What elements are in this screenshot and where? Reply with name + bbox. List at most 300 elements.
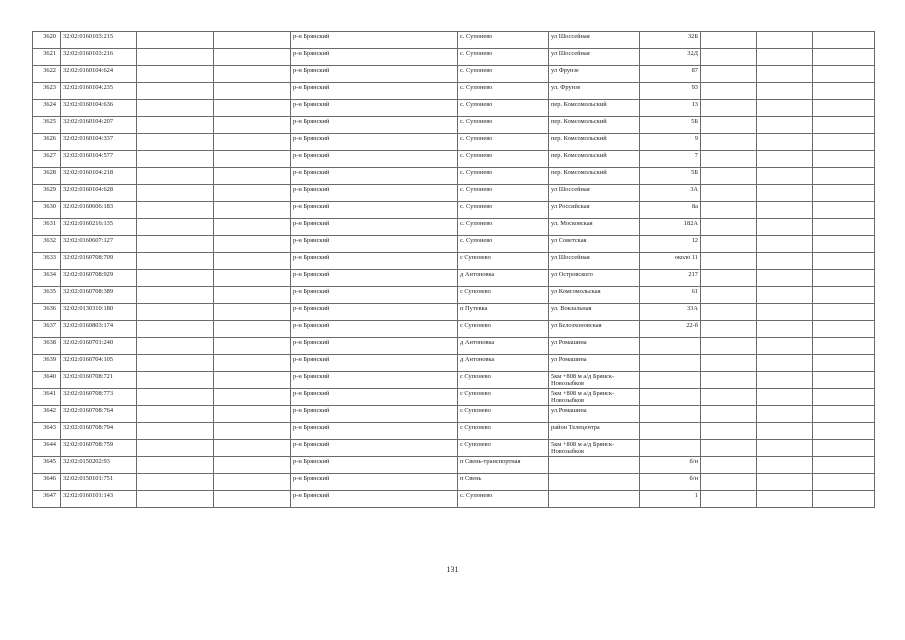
empty-cell (701, 219, 757, 236)
row-number: 3646 (33, 474, 61, 491)
row-number: 3643 (33, 423, 61, 440)
row-number: 3630 (33, 202, 61, 219)
empty-cell (813, 389, 875, 406)
street: ул Фрунзе (549, 66, 640, 83)
empty-cell (214, 32, 291, 49)
empty-cell (813, 134, 875, 151)
cadastral-number: 32:02:0160708:764 (61, 406, 137, 423)
row-number: 3644 (33, 440, 61, 457)
house-number: 8а (640, 202, 701, 219)
house-number: 12 (640, 236, 701, 253)
locality: с. Супонево (458, 219, 549, 236)
table-row (33, 474, 875, 491)
cadastral-number: 32:02:0160104:628 (61, 185, 137, 202)
empty-cell (701, 457, 757, 474)
locality: с Супонево (458, 321, 549, 338)
empty-cell (137, 168, 214, 185)
empty-cell (701, 338, 757, 355)
street: пер. Комсомольский (549, 151, 640, 168)
table-row (33, 117, 875, 134)
district: р-н Брянский (291, 151, 458, 168)
table-row (33, 355, 875, 372)
empty-cell (214, 151, 291, 168)
empty-cell (214, 185, 291, 202)
house-number (640, 423, 701, 440)
empty-cell (701, 66, 757, 83)
street: район Телецентра (549, 423, 640, 440)
empty-cell (701, 49, 757, 66)
row-number: 3624 (33, 100, 61, 117)
empty-cell (137, 32, 214, 49)
cadastral-number: 32:02:0130310:180 (61, 304, 137, 321)
table-row (33, 253, 875, 270)
empty-cell (757, 83, 813, 100)
registry-body (33, 32, 875, 508)
empty-cell (813, 406, 875, 423)
district: р-н Брянский (291, 423, 458, 440)
locality: с Супонево (458, 389, 549, 406)
empty-cell (813, 491, 875, 508)
district: р-н Брянский (291, 117, 458, 134)
district: р-н Брянский (291, 355, 458, 372)
house-number (640, 355, 701, 372)
table-row (33, 406, 875, 423)
street: ул. Московская (549, 219, 640, 236)
table-row (33, 66, 875, 83)
empty-cell (701, 32, 757, 49)
cadastral-number: 32:02:0160708:709 (61, 253, 137, 270)
row-number: 3634 (33, 270, 61, 287)
empty-cell (214, 83, 291, 100)
empty-cell (813, 474, 875, 491)
empty-cell (214, 491, 291, 508)
row-number: 3629 (33, 185, 61, 202)
row-number: 3622 (33, 66, 61, 83)
empty-cell (757, 32, 813, 49)
locality: с. Супонево (458, 185, 549, 202)
empty-cell (813, 304, 875, 321)
empty-cell (214, 236, 291, 253)
cadastral-number: 32:02:0160104:577 (61, 151, 137, 168)
empty-cell (701, 100, 757, 117)
table-row (33, 440, 875, 457)
street: ул Шоссейная (549, 32, 640, 49)
row-number: 3631 (33, 219, 61, 236)
locality: д Антоновка (458, 338, 549, 355)
empty-cell (813, 49, 875, 66)
district: р-н Брянский (291, 168, 458, 185)
cadastral-number: 32:02:0160708:929 (61, 270, 137, 287)
table-row (33, 185, 875, 202)
empty-cell (137, 270, 214, 287)
cadastral-number: 32:02:0160104:218 (61, 168, 137, 185)
street: ул Ромашина (549, 338, 640, 355)
locality: с Супонево (458, 440, 549, 457)
district: р-н Брянский (291, 100, 458, 117)
house-number: 32Д (640, 49, 701, 66)
street: ул Шоссейная (549, 253, 640, 270)
locality: с. Супонево (458, 151, 549, 168)
empty-cell (757, 440, 813, 457)
cadastral-number: 32:02:0160708:773 (61, 389, 137, 406)
cadastral-number: 32:02:0160708:759 (61, 440, 137, 457)
locality: с. Супонево (458, 491, 549, 508)
cadastral-number: 32:02:0160103:215 (61, 32, 137, 49)
empty-cell (214, 253, 291, 270)
table-row (33, 151, 875, 168)
empty-cell (813, 287, 875, 304)
empty-cell (757, 253, 813, 270)
locality: с Супонево (458, 253, 549, 270)
empty-cell (701, 117, 757, 134)
house-number: около 11 (640, 253, 701, 270)
empty-cell (757, 355, 813, 372)
empty-cell (137, 440, 214, 457)
empty-cell (137, 185, 214, 202)
locality: с. Супонево (458, 168, 549, 185)
cadastral-number: 32:02:0160104:624 (61, 66, 137, 83)
empty-cell (214, 355, 291, 372)
locality: с. Супонево (458, 236, 549, 253)
cadastral-number: 32:02:0160708:794 (61, 423, 137, 440)
house-number: 32Б (640, 32, 701, 49)
empty-cell (757, 151, 813, 168)
empty-cell (137, 151, 214, 168)
empty-cell (137, 321, 214, 338)
row-number: 3623 (33, 83, 61, 100)
empty-cell (214, 457, 291, 474)
empty-cell (137, 372, 214, 389)
cadastral-number: 32:02:0150202:93 (61, 457, 137, 474)
empty-cell (701, 321, 757, 338)
empty-cell (757, 168, 813, 185)
cadastral-number: 32:02:0160216:135 (61, 219, 137, 236)
row-number: 3633 (33, 253, 61, 270)
table-row (33, 32, 875, 49)
house-number: 13 (640, 100, 701, 117)
empty-cell (137, 491, 214, 508)
empty-cell (813, 117, 875, 134)
empty-cell (813, 338, 875, 355)
locality: с. Супонево (458, 134, 549, 151)
cadastral-number: 32:02:0160101:143 (61, 491, 137, 508)
empty-cell (757, 423, 813, 440)
street: ул Островского (549, 270, 640, 287)
empty-cell (701, 389, 757, 406)
empty-cell (701, 304, 757, 321)
street: ул Российская (549, 202, 640, 219)
empty-cell (701, 236, 757, 253)
empty-cell (137, 338, 214, 355)
street (549, 457, 640, 474)
empty-cell (757, 219, 813, 236)
street: пер. Комсомольский (549, 100, 640, 117)
house-number: 217 (640, 270, 701, 287)
empty-cell (757, 474, 813, 491)
house-number: 3А (640, 185, 701, 202)
cadastral-number: 32:02:0160708:389 (61, 287, 137, 304)
district: р-н Брянский (291, 185, 458, 202)
district: р-н Брянский (291, 66, 458, 83)
district: р-н Брянский (291, 338, 458, 355)
empty-cell (701, 355, 757, 372)
table-row (33, 423, 875, 440)
row-number: 3625 (33, 117, 61, 134)
table-row (33, 83, 875, 100)
row-number: 3639 (33, 355, 61, 372)
street (549, 491, 640, 508)
empty-cell (813, 372, 875, 389)
empty-cell (813, 202, 875, 219)
empty-cell (214, 270, 291, 287)
street (549, 474, 640, 491)
street: 5км +808 м а/д Брянск-Новозыбков (549, 440, 640, 457)
empty-cell (701, 270, 757, 287)
house-number: 93 (640, 83, 701, 100)
table-row (33, 372, 875, 389)
district: р-н Брянский (291, 287, 458, 304)
empty-cell (137, 474, 214, 491)
district: р-н Брянский (291, 372, 458, 389)
empty-cell (137, 134, 214, 151)
table-row (33, 168, 875, 185)
cadastral-number: 32:02:0160606:183 (61, 202, 137, 219)
street: ул.Ромашина (549, 406, 640, 423)
locality: п Путевка (458, 304, 549, 321)
table-row (33, 491, 875, 508)
house-number (640, 372, 701, 389)
cadastral-number: 32:02:0160104:636 (61, 100, 137, 117)
empty-cell (701, 474, 757, 491)
district: р-н Брянский (291, 253, 458, 270)
empty-cell (137, 66, 214, 83)
empty-cell (214, 321, 291, 338)
empty-cell (214, 49, 291, 66)
locality: с. Супонево (458, 117, 549, 134)
empty-cell (813, 270, 875, 287)
house-number (640, 440, 701, 457)
empty-cell (214, 304, 291, 321)
empty-cell (214, 372, 291, 389)
house-number: б/н (640, 474, 701, 491)
empty-cell (137, 389, 214, 406)
district: р-н Брянский (291, 202, 458, 219)
locality: с. Супонево (458, 100, 549, 117)
registry-table (32, 31, 875, 508)
table-row (33, 457, 875, 474)
empty-cell (813, 151, 875, 168)
empty-cell (757, 100, 813, 117)
empty-cell (813, 185, 875, 202)
house-number: 33А (640, 304, 701, 321)
street: ул Советская (549, 236, 640, 253)
empty-cell (701, 253, 757, 270)
house-number: 182А (640, 219, 701, 236)
empty-cell (701, 287, 757, 304)
row-number: 3620 (33, 32, 61, 49)
row-number: 3635 (33, 287, 61, 304)
table-row (33, 202, 875, 219)
empty-cell (137, 406, 214, 423)
district: р-н Брянский (291, 440, 458, 457)
empty-cell (137, 202, 214, 219)
empty-cell (137, 83, 214, 100)
row-number: 3637 (33, 321, 61, 338)
street: ул Белоэхоновская (549, 321, 640, 338)
street: ул Шоссейная (549, 185, 640, 202)
cadastral-number: 32:02:0160104:337 (61, 134, 137, 151)
district: р-н Брянский (291, 49, 458, 66)
empty-cell (813, 440, 875, 457)
house-number: 5Б (640, 168, 701, 185)
locality: п Свень-транспортная (458, 457, 549, 474)
empty-cell (813, 457, 875, 474)
table-row (33, 304, 875, 321)
locality: с. Супонево (458, 202, 549, 219)
empty-cell (757, 270, 813, 287)
table-row (33, 287, 875, 304)
empty-cell (757, 236, 813, 253)
empty-cell (813, 100, 875, 117)
empty-cell (214, 100, 291, 117)
locality: с Супонево (458, 423, 549, 440)
empty-cell (813, 66, 875, 83)
house-number (640, 406, 701, 423)
empty-cell (214, 406, 291, 423)
empty-cell (701, 151, 757, 168)
house-number: 9 (640, 134, 701, 151)
street: 5км +808 м а/д Брянск-Новозыбков (549, 389, 640, 406)
empty-cell (757, 117, 813, 134)
empty-cell (757, 338, 813, 355)
street: ул Шоссейная (549, 49, 640, 66)
table-row (33, 321, 875, 338)
empty-cell (701, 491, 757, 508)
district: р-н Брянский (291, 270, 458, 287)
locality: с Супонево (458, 372, 549, 389)
empty-cell (757, 134, 813, 151)
locality: с Супонево (458, 406, 549, 423)
district: р-н Брянский (291, 457, 458, 474)
house-number: 22-б (640, 321, 701, 338)
table-row (33, 270, 875, 287)
empty-cell (137, 355, 214, 372)
empty-cell (757, 406, 813, 423)
row-number: 3640 (33, 372, 61, 389)
district: р-н Брянский (291, 134, 458, 151)
row-number: 3626 (33, 134, 61, 151)
street: ул. Вокзальная (549, 304, 640, 321)
empty-cell (757, 66, 813, 83)
house-number: 87 (640, 66, 701, 83)
empty-cell (137, 49, 214, 66)
empty-cell (701, 83, 757, 100)
cadastral-number: 32:02:0160607:127 (61, 236, 137, 253)
table-row (33, 134, 875, 151)
house-number: 61 (640, 287, 701, 304)
row-number: 3645 (33, 457, 61, 474)
house-number: 1 (640, 491, 701, 508)
page-number: 131 (446, 565, 459, 574)
empty-cell (214, 423, 291, 440)
district: р-н Брянский (291, 236, 458, 253)
locality: д Антоновка (458, 270, 549, 287)
street: ул. Фрунзе (549, 83, 640, 100)
empty-cell (701, 185, 757, 202)
house-number: 7 (640, 151, 701, 168)
empty-cell (701, 423, 757, 440)
district: р-н Брянский (291, 83, 458, 100)
district: р-н Брянский (291, 474, 458, 491)
row-number: 3628 (33, 168, 61, 185)
cadastral-number: 32:02:0160708:721 (61, 372, 137, 389)
table-row (33, 100, 875, 117)
district: р-н Брянский (291, 389, 458, 406)
empty-cell (813, 355, 875, 372)
locality: с. Супонево (458, 66, 549, 83)
district: р-н Брянский (291, 219, 458, 236)
empty-cell (701, 168, 757, 185)
cadastral-number: 32:02:0160803:174 (61, 321, 137, 338)
empty-cell (214, 134, 291, 151)
empty-cell (137, 219, 214, 236)
street: пер. Комсомольский (549, 134, 640, 151)
empty-cell (701, 372, 757, 389)
locality: с. Супонево (458, 32, 549, 49)
empty-cell (813, 168, 875, 185)
empty-cell (701, 406, 757, 423)
empty-cell (701, 134, 757, 151)
house-number (640, 389, 701, 406)
empty-cell (137, 253, 214, 270)
empty-cell (137, 457, 214, 474)
empty-cell (813, 423, 875, 440)
street: пер. Комсомольский (549, 168, 640, 185)
empty-cell (813, 236, 875, 253)
empty-cell (137, 423, 214, 440)
empty-cell (757, 389, 813, 406)
district: р-н Брянский (291, 406, 458, 423)
empty-cell (757, 287, 813, 304)
district: р-н Брянский (291, 304, 458, 321)
empty-cell (757, 304, 813, 321)
house-number (640, 338, 701, 355)
row-number: 3641 (33, 389, 61, 406)
empty-cell (757, 185, 813, 202)
row-number: 3636 (33, 304, 61, 321)
empty-cell (214, 168, 291, 185)
empty-cell (214, 474, 291, 491)
cadastral-number: 32:02:0160701:240 (61, 338, 137, 355)
locality: с. Супонево (458, 49, 549, 66)
row-number: 3621 (33, 49, 61, 66)
empty-cell (757, 491, 813, 508)
empty-cell (214, 389, 291, 406)
empty-cell (813, 32, 875, 49)
cadastral-number: 32:02:0150101:751 (61, 474, 137, 491)
locality: с. Супонево (458, 83, 549, 100)
empty-cell (701, 202, 757, 219)
house-number: 5Б (640, 117, 701, 134)
house-number: б/н (640, 457, 701, 474)
empty-cell (757, 49, 813, 66)
table-row (33, 389, 875, 406)
empty-cell (214, 117, 291, 134)
empty-cell (137, 236, 214, 253)
empty-cell (214, 338, 291, 355)
district: р-н Брянский (291, 32, 458, 49)
empty-cell (214, 202, 291, 219)
